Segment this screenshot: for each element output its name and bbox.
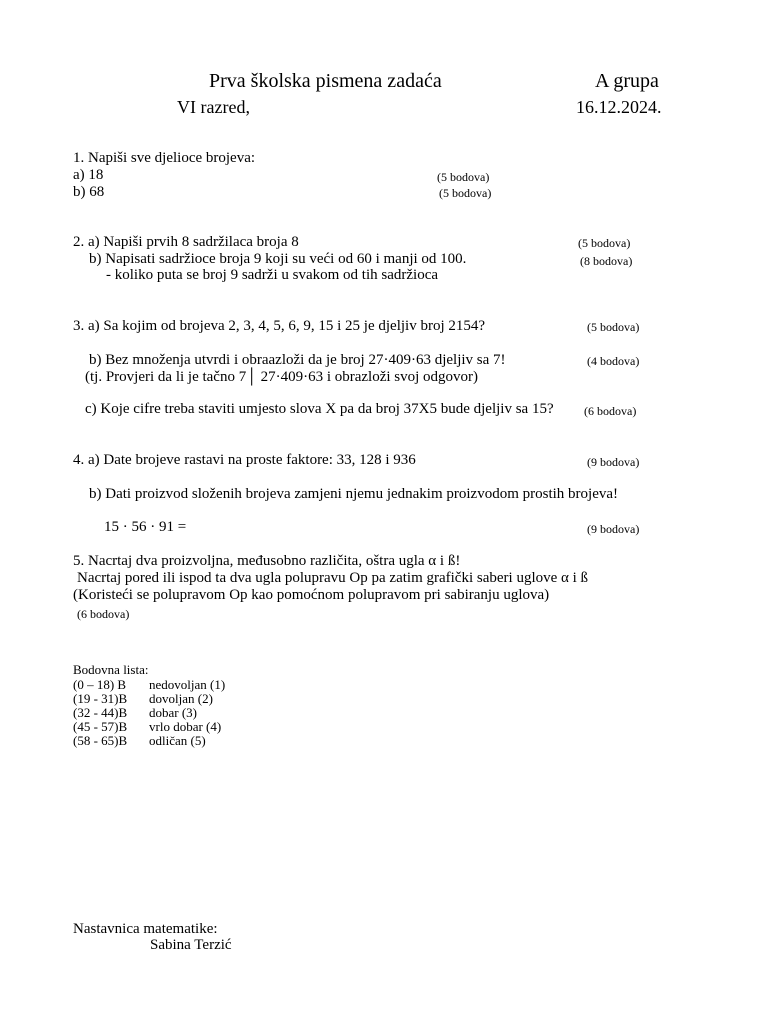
group-label: A grupa bbox=[595, 70, 659, 92]
class-label: VI razred, bbox=[177, 97, 250, 117]
grading-range: (0 – 18) B bbox=[73, 677, 127, 692]
task-5-line-3: (Koristeći se polupravom Op kao pomoćnom polupravom pri sabiranju uglova) bbox=[73, 587, 550, 603]
grading-range: (19 - 31)B bbox=[73, 691, 128, 706]
task-5-points: (6 bodova) bbox=[77, 607, 130, 621]
grading-grade: nedovoljan (1) bbox=[149, 677, 226, 692]
grading-grade: vrlo dobar (4) bbox=[149, 719, 222, 734]
grading-grade: odličan (5) bbox=[149, 733, 206, 748]
task-3c: c) Koje cifre treba staviti umjesto slova X pa da broj 37X5 bude djeljiv sa 15? bbox=[85, 401, 554, 417]
task-3b-points: (4 bodova) bbox=[587, 354, 640, 368]
date-label: 16.12.2024. bbox=[576, 97, 662, 117]
task-2a-points: (5 bodova) bbox=[578, 236, 631, 250]
task-1-title: 1. Napiši sve djelioce brojeva: bbox=[73, 150, 256, 166]
task-2b-sub: - koliko puta se broj 9 sadrži u svakom od tih sadržioca bbox=[106, 267, 439, 283]
task-3b-note: (tj. Provjeri da li je tačno 7│ 27·409·63 i obrazloži svoj odgovor) bbox=[85, 369, 479, 385]
task-1b-points: (5 bodova) bbox=[439, 186, 492, 200]
teacher-name: Sabina Terzić bbox=[150, 937, 232, 953]
task-2b: b) Napisati sadržioce broja 9 koji su veći od 60 i manji od 100. bbox=[89, 251, 467, 267]
task-3a-points: (5 bodova) bbox=[587, 320, 640, 334]
task-2b-points: (8 bodova) bbox=[580, 254, 633, 268]
task-4b-points: (9 bodova) bbox=[587, 522, 640, 536]
task-2a: 2. a) Napiši prvih 8 sadržilaca broja 8 bbox=[73, 234, 299, 250]
task-5-line-1: 5. Nacrtaj dva proizvoljna, međusobno različita, oštra ugla α i ß! bbox=[73, 553, 461, 569]
task-1a: a) 18 bbox=[73, 167, 104, 183]
teacher-role: Nastavnica matematike: bbox=[73, 921, 218, 937]
task-5-line-2: Nacrtaj pored ili ispod ta dva ugla polupravu Op pa zatim grafički saberi uglove α i ß bbox=[77, 570, 589, 586]
task-4b-expression: 15 · 56 · 91 = bbox=[104, 519, 187, 535]
grading-grade: dovoljan (2) bbox=[149, 691, 213, 706]
grading-grade: dobar (3) bbox=[149, 705, 198, 720]
task-1b: b) 68 bbox=[73, 184, 105, 200]
task-3c-points: (6 bodova) bbox=[584, 404, 637, 418]
task-3a: 3. a) Sa kojim od brojeva 2, 3, 4, 5, 6, 9, 15 i 25 je djeljiv broj 2154? bbox=[73, 318, 486, 334]
grading-range: (58 - 65)B bbox=[73, 733, 128, 748]
task-4b: b) Dati proizvod složenih brojeva zamjeni njemu jednakim proizvodom prostih brojeva! bbox=[89, 486, 619, 502]
grading-range: (45 - 57)B bbox=[73, 719, 128, 734]
grading-range: (32 - 44)B bbox=[73, 705, 128, 720]
document-title: Prva školska pismena zadaća bbox=[209, 70, 442, 92]
grading-title: Bodovna lista: bbox=[73, 662, 149, 677]
task-1a-points: (5 bodova) bbox=[437, 170, 490, 184]
task-4a-points: (9 bodova) bbox=[587, 455, 640, 469]
task-3b: b) Bez množenja utvrdi i obraazloži da je broj 27·409·63 djeljiv sa 7! bbox=[89, 352, 506, 368]
task-4a: 4. a) Date brojeve rastavi na proste faktore: 33, 128 i 936 bbox=[73, 452, 416, 468]
